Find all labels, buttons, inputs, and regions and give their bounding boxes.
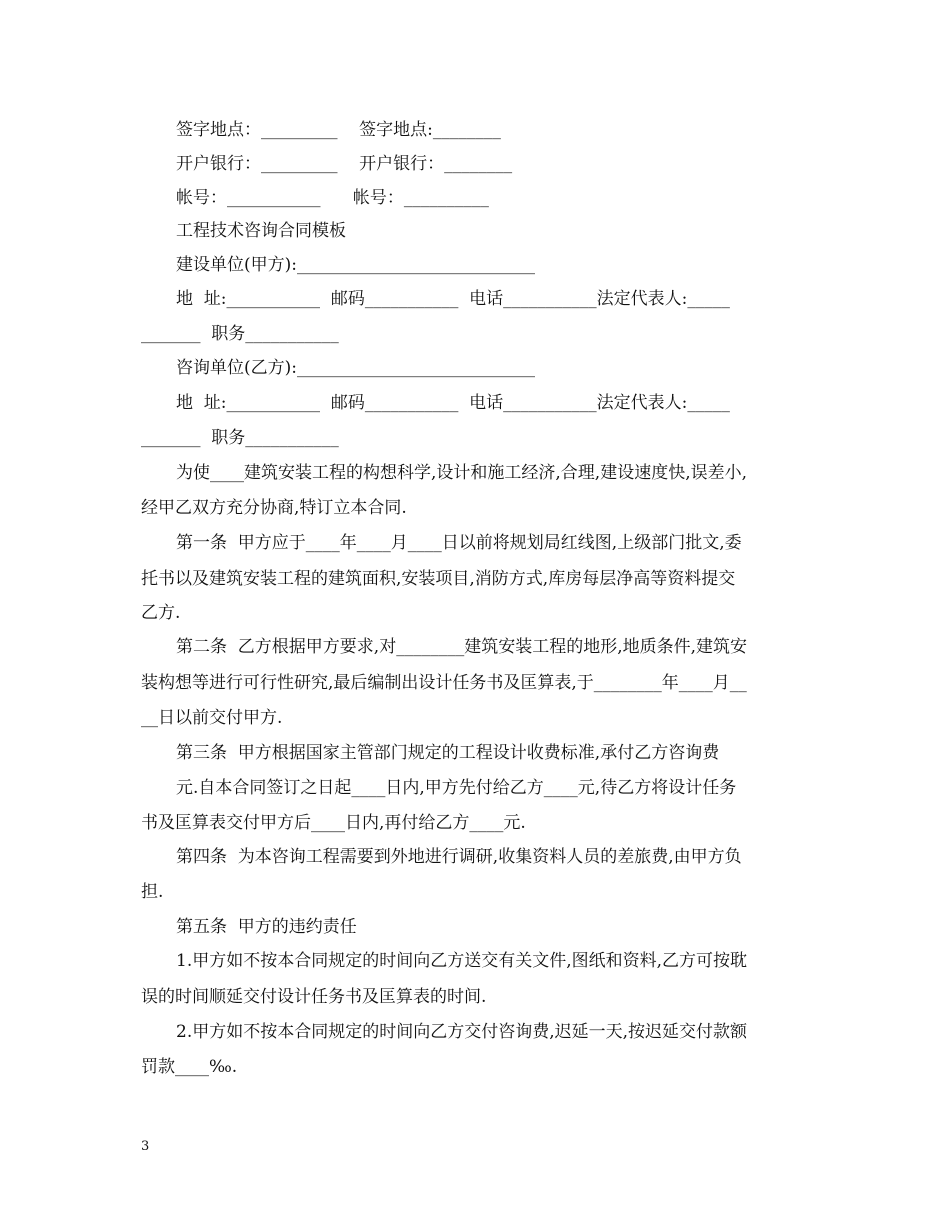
article-5-item-2: 2.甲方如不按本合同规定的时间向乙方交付咨询费,迟延一天,按迟延交付款额: [176, 1022, 748, 1042]
article-3-line: 元.自本合同签订之日起____日内,甲方先付给乙方____元,待乙方将设计任务: [176, 778, 737, 798]
party-b-position-line: _______ 职务___________: [141, 428, 339, 448]
article-5-item-1: 1.甲方如不按本合同规定的时间向乙方送交有关文件,图纸和资料,乙方可按耽: [176, 951, 748, 971]
party-a-line: 建设单位(甲方):____________________________: [176, 255, 535, 275]
page-number: 3: [141, 1139, 150, 1154]
party-b-line: 咨询单位(乙方):____________________________: [176, 358, 535, 378]
article-1-line: 第一条 甲方应于____年____月____日以前将规划局红线图,上级部门批文,委: [176, 533, 742, 553]
party-a-address-line: 地 址:___________ 邮码___________ 电话___________法定代表人:_____: [176, 289, 730, 309]
article-1-line: 乙方.: [141, 603, 181, 623]
article-5-item-1: 误的时间顺延交付设计任务书及匡算表的时间.: [141, 987, 487, 1007]
bank-line: 开户银行：_________ 开户银行：________: [176, 154, 513, 174]
article-2-line: 装构想等进行可行性研究,最后编制出设计任务书及匡算表,于________年____月__: [141, 673, 747, 693]
sign-place-line: 签字地点：_________ 签字地点:________: [176, 120, 501, 140]
article-3-line: 书及匡算表交付甲方后____日内,再付给乙方____元.: [141, 813, 526, 833]
party-b-address-line: 地 址:___________ 邮码___________ 电话___________法定代表人:_____: [176, 393, 730, 413]
contract-title: 工程技术咨询合同模板: [176, 221, 346, 241]
article-4-line: 第四条 为本咨询工程需要到外地进行调研,收集资料人员的差旅费,由甲方负: [176, 847, 742, 867]
article-4-line: 担.: [141, 882, 164, 902]
article-3-line: 第三条 甲方根据国家主管部门规定的工程设计收费标准,承付乙方咨询费: [176, 743, 720, 763]
preamble-line: 为使____建筑安装工程的构想科学,设计和施工经济,合理,建设速度快,误差小,: [176, 463, 748, 483]
article-5-item-2: 罚款____‰.: [141, 1057, 238, 1077]
party-a-position-line: _______ 职务___________: [141, 324, 339, 344]
article-2-line: 第二条 乙方根据甲方要求,对________建筑安装工程的地形,地质条件,建筑安: [176, 637, 748, 657]
preamble-line: 经甲乙双方充分协商,特订立本合同.: [141, 498, 407, 518]
article-1-line: 托书以及建筑安装工程的建筑面积,安装项目,消防方式,库房每层净高等资料提交: [141, 569, 736, 589]
account-line: 帐号：___________ 帐号：__________: [176, 188, 489, 208]
article-5-title: 第五条 甲方的违约责任: [176, 917, 357, 937]
article-2-line: __日以前交付甲方.: [141, 708, 283, 728]
